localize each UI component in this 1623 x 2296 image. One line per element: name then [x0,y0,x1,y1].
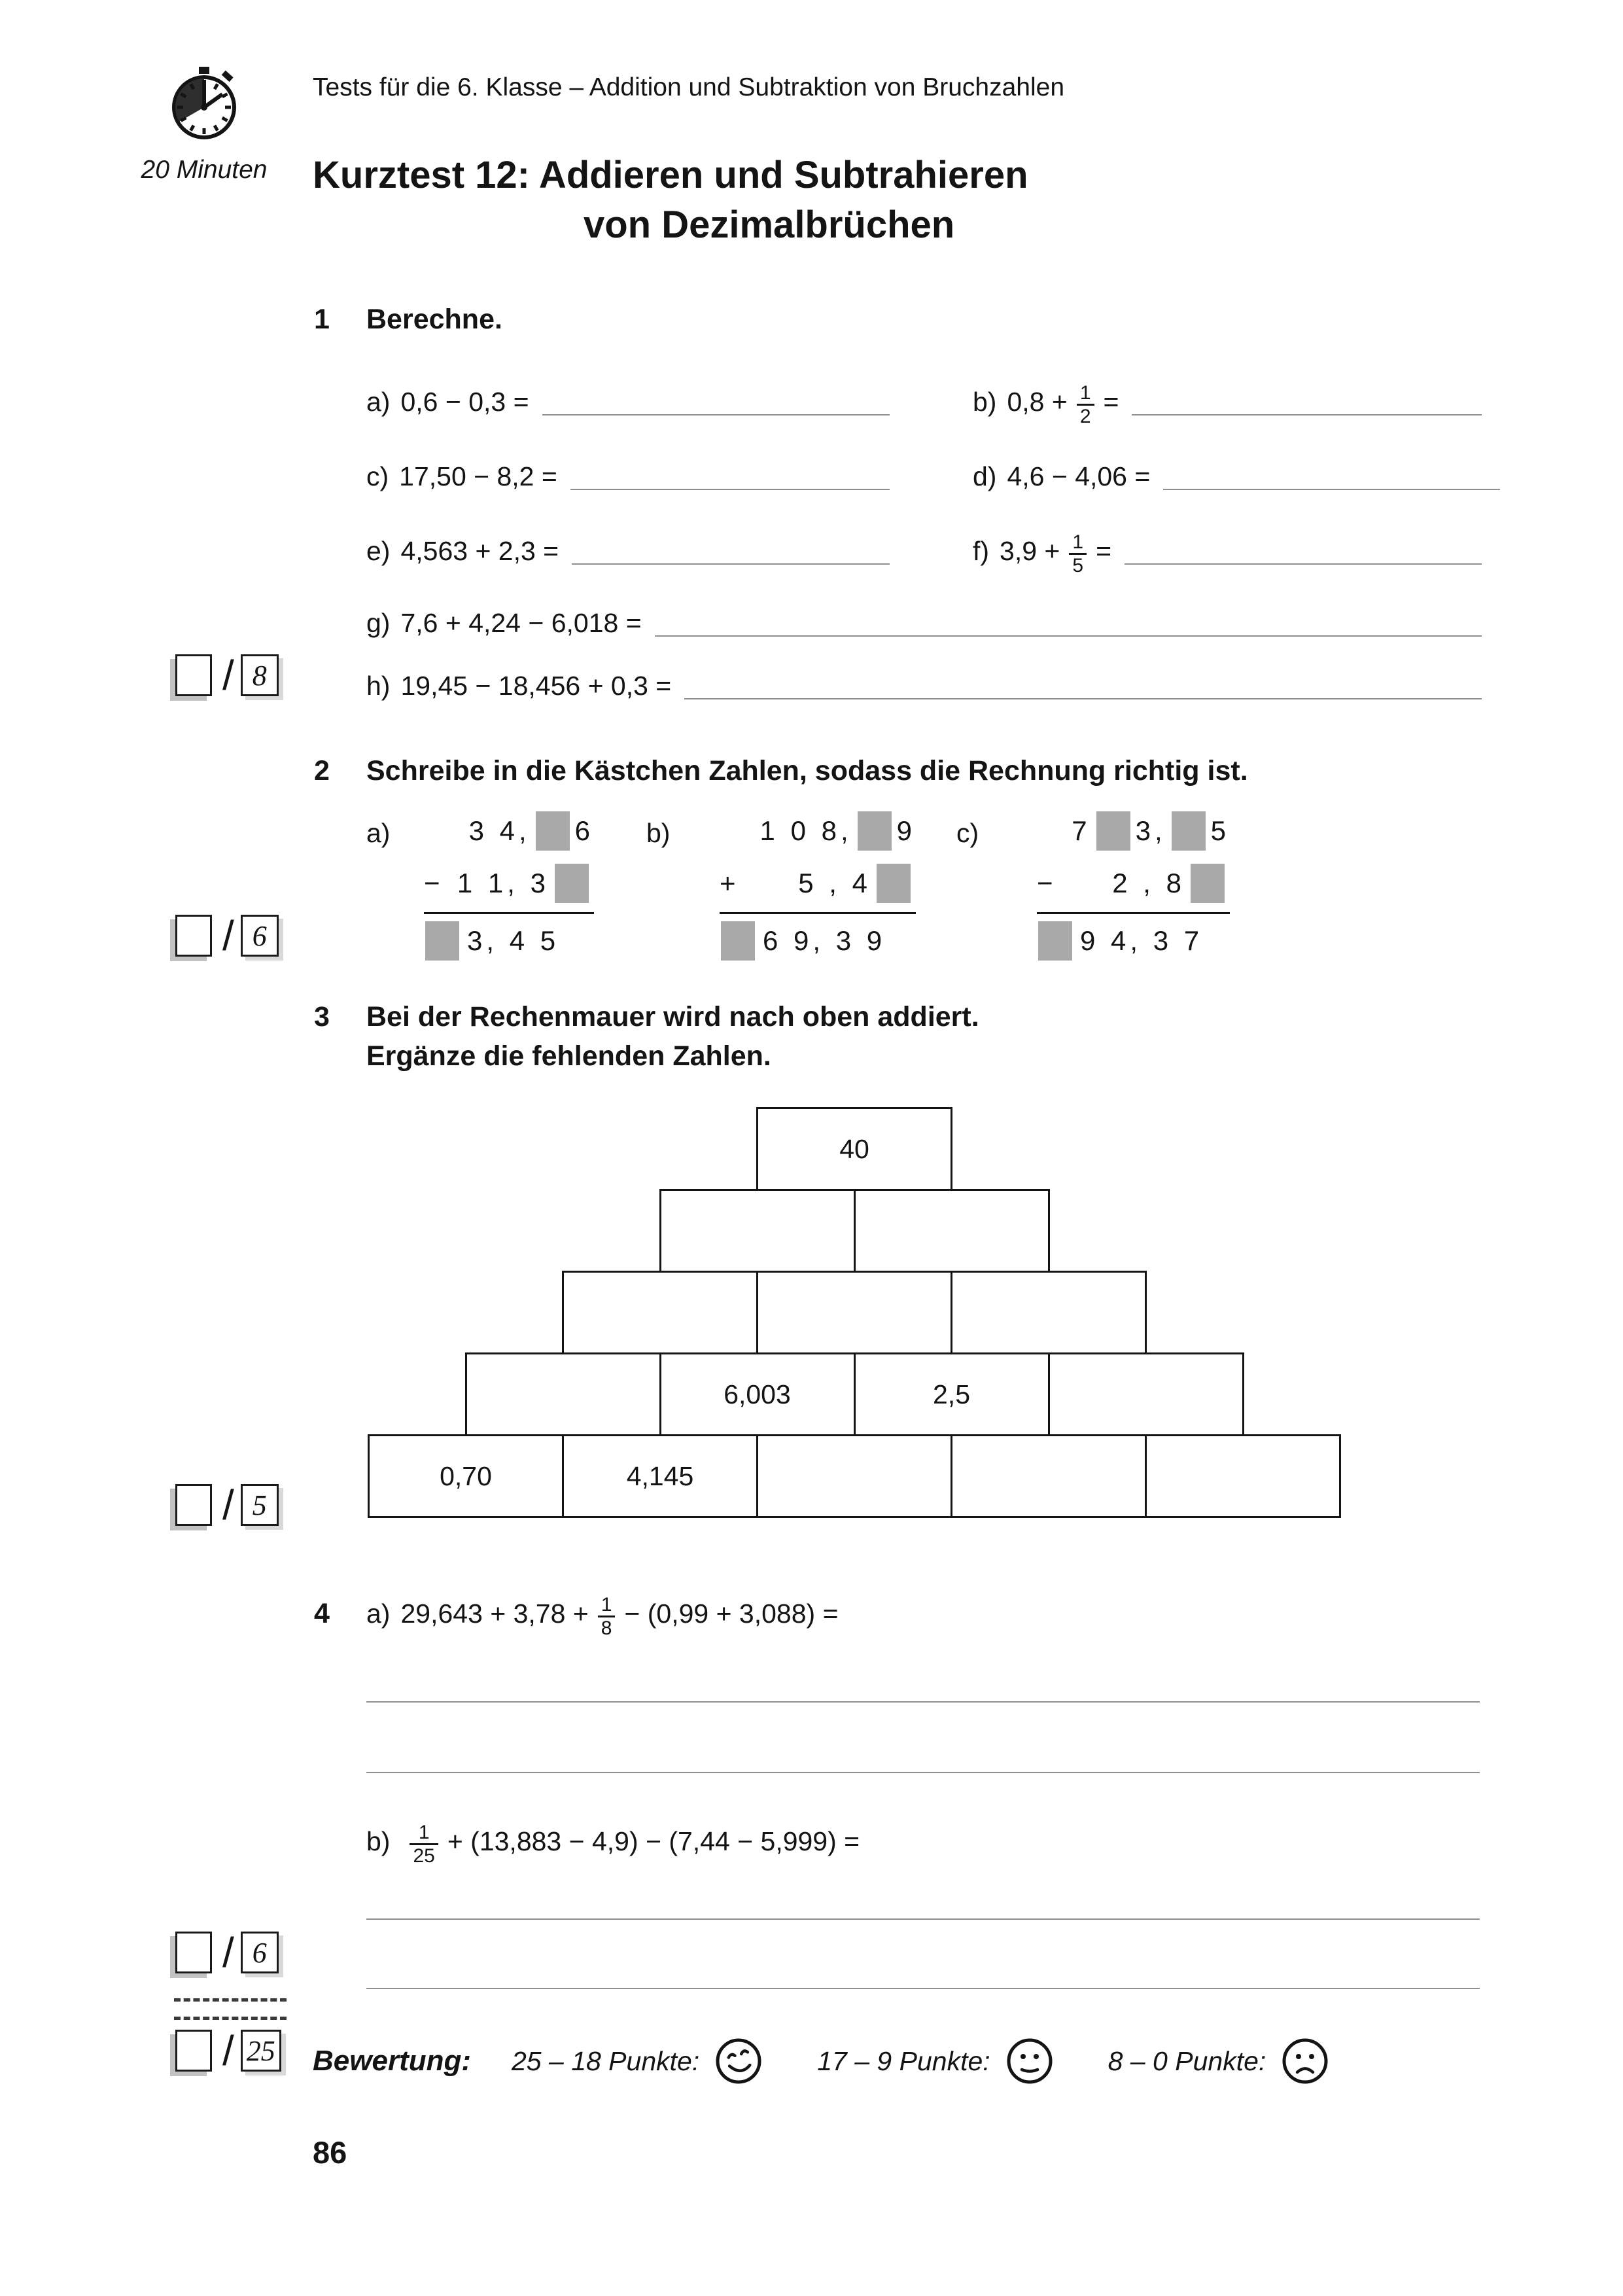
pyramid-cell[interactable] [465,1352,661,1436]
pyramid-cell[interactable] [1145,1434,1341,1518]
pyramid-cell: 4,145 [562,1434,758,1518]
task2-problem-b [720,805,916,967]
answer-line[interactable] [1163,489,1500,490]
fraction-denominator: 2 [1077,404,1094,427]
answer-line[interactable] [542,414,890,415]
sum-dashed-line [174,1998,287,2002]
item-label: b) [973,387,997,417]
score-input-box[interactable] [175,2030,212,2072]
fraction-denominator: 5 [1069,553,1087,576]
pyramid-cell[interactable] [756,1434,952,1518]
task4-item-a [314,1576,1492,1639]
answer-line[interactable] [684,698,1482,699]
answer-box[interactable] [536,811,570,851]
pyramid-row-1 [364,1107,1345,1191]
item-label: a) [366,1598,391,1629]
digits: 2 , 8 [1112,868,1185,898]
score-input-box[interactable] [175,1484,212,1526]
pyramid-cell: 0,70 [368,1434,564,1518]
answer-line[interactable] [572,563,890,565]
task4-number: 4 [314,1598,330,1629]
operator: − [424,868,440,898]
score-max: 8 [241,654,279,696]
task2-problem-c [1037,805,1230,967]
rating-range-3 [1108,2036,1331,2086]
fraction-numerator: 1 [418,1822,430,1843]
score-input-box[interactable] [175,654,212,696]
task1-item-g [366,599,1482,640]
score-max: 5 [241,1484,279,1526]
task2-a-result [424,912,594,967]
item-label: f) [973,536,990,566]
pyramid-cell: 6,003 [659,1352,856,1436]
task2-a-row2 [424,857,594,910]
answer-box[interactable] [858,811,892,851]
task2-c-label: c) [956,818,979,848]
task2-number: 2 [314,755,330,786]
pyramid-cell: 40 [756,1107,952,1191]
answer-line[interactable] [366,1988,1480,1989]
pyramid-row-2 [364,1189,1345,1273]
answer-box[interactable] [1172,811,1206,851]
sum-dashed-line [174,2017,287,2020]
item-label: a) [366,387,391,417]
page-number: 86 [313,2135,347,2170]
expression: 0,8 + [1007,387,1068,417]
task1-number: 1 [314,304,330,335]
answer-line[interactable] [1125,563,1482,565]
operator: − [1037,868,1053,898]
digits: 5 [1210,815,1230,846]
pyramid-cell[interactable] [756,1271,952,1354]
rating-range-2 [817,2036,1054,2086]
operator: + [720,868,736,898]
page-title [313,150,1028,250]
task3-score-widget [175,1481,279,1528]
page-title-line1: Kurztest 12: Addieren und Subtrahieren [313,154,1028,196]
task2-instruction: Schreibe in die Kästchen Zahlen, sodass die Rechnung richtig ist. [366,755,1248,786]
answer-box[interactable] [721,921,755,961]
timer-clock-icon [164,64,245,149]
answer-line[interactable] [570,489,890,490]
pyramid-cell: 2,5 [854,1352,1050,1436]
score-slash: / [222,1481,234,1528]
answer-box[interactable] [1191,864,1225,903]
rating-range-1 [512,2036,763,2086]
task2-heading [314,751,1248,790]
answer-line[interactable] [1132,414,1482,415]
page-title-line2: von Dezimalbrüchen [584,203,955,246]
digits: 9 [896,815,916,846]
task2-b-label: b) [646,818,671,848]
pyramid-row-4 [364,1352,1345,1436]
task2-a-label: a) [366,818,391,848]
score-input-box[interactable] [175,1932,212,1973]
fraction [598,1594,616,1639]
answer-box[interactable] [877,864,911,903]
equals-sign: = [1103,387,1119,417]
item-label: e) [366,536,391,566]
task2-problem-a [424,805,594,967]
score-slash: / [222,1929,234,1976]
pyramid-cell[interactable] [951,1271,1147,1354]
score-max: 6 [241,1932,279,1973]
digits: 1 1, 3 [457,868,550,898]
digits: 5 , 4 [798,868,871,898]
score-slash: / [222,2027,234,2074]
task2-b-row1 [720,805,916,857]
bewertung-label: Bewertung: [313,2045,471,2077]
task3-instruction-line2: Ergänze die fehlenden Zahlen. [366,1040,771,1072]
digits: 6 9, 3 9 [763,925,886,956]
answer-line[interactable] [366,1772,1480,1773]
fraction-denominator: 25 [410,1843,438,1867]
task2-b-result [720,912,916,967]
rechenmauer-pyramid [364,1107,1345,1518]
expression: 0,6 − 0,3 = [400,387,529,417]
expression: 4,563 + 2,3 = [400,536,559,566]
score-slash: / [222,652,234,699]
rating-range-2-text: 17 – 9 Punkte: [817,2045,990,2076]
expression: 17,50 − 8,2 = [399,461,557,491]
task1-instruction: Berechne. [366,304,502,335]
task4-score-widget [175,1929,279,1976]
task1-item-c [366,453,890,493]
sad-face-icon [1280,2036,1330,2086]
rating-range-1-text: 25 – 18 Punkte: [512,2045,700,2076]
task2-c-row2 [1037,857,1230,910]
task2-score-widget [175,912,279,959]
task1-score-widget [175,652,279,699]
answer-line[interactable] [655,635,1482,637]
digits: 7 [1072,815,1091,846]
pyramid-cell[interactable] [951,1434,1147,1518]
pyramid-cell[interactable] [1048,1352,1244,1436]
pyramid-cell[interactable] [562,1271,758,1354]
task1-item-e [366,527,890,568]
expression: 4,6 − 4,06 = [1007,461,1151,491]
pyramid-row-3 [364,1271,1345,1354]
expression: 29,643 + 3,78 + [400,1598,589,1629]
digits: 3, [1135,815,1166,846]
digits: 9 4, 3 7 [1080,925,1204,956]
expression: 3,9 + [1000,536,1060,566]
neutral-face-icon [1005,2036,1055,2086]
pyramid-cell[interactable] [854,1189,1050,1273]
bewertung-row [313,2036,1330,2086]
digits: 3, 4 5 [467,925,560,956]
fraction-numerator: 1 [601,1594,612,1616]
answer-line[interactable] [366,1701,1480,1703]
pyramid-cell[interactable] [659,1189,856,1273]
task1-item-a [366,378,890,419]
expression: − (0,99 + 3,088) = [624,1598,839,1629]
item-label: h) [366,671,391,701]
score-input-box[interactable] [175,915,212,957]
fraction [1077,382,1094,427]
time-label: 20 Minuten [141,156,268,184]
fraction-numerator: 1 [1079,382,1091,404]
score-max: 6 [241,915,279,957]
rating-range-3-text: 8 – 0 Punkte: [1108,2045,1266,2076]
answer-box[interactable] [1038,921,1072,961]
item-label: b) [366,1826,391,1856]
task3-heading [314,997,979,1076]
answer-box[interactable] [555,864,589,903]
score-slash: / [222,912,234,959]
pyramid-row-5 [364,1434,1345,1518]
task3-number: 3 [314,1001,330,1033]
task2-c-row1 [1037,805,1230,857]
total-score-widget [175,2027,281,2074]
expression: 7,6 + 4,24 − 6,018 = [400,608,642,638]
fraction [1069,531,1087,576]
score-max: 25 [241,2030,281,2072]
fraction-numerator: 1 [1072,531,1084,553]
digits: 1 0 8, [759,815,852,846]
task4-item-b [366,1803,1492,1867]
task1-item-f [973,513,1482,576]
task3-instruction-line1: Bei der Rechenmauer wird nach oben addiert. [366,1001,979,1033]
running-header: Tests für die 6. Klasse – Addition und Subtraktion von Bruchzahlen [313,73,1065,101]
item-label: g) [366,608,391,638]
digits: 6 [574,815,594,846]
fraction-denominator: 8 [598,1616,616,1639]
digits: 3 4, [468,815,531,846]
item-label: c) [366,461,389,491]
answer-box[interactable] [425,921,459,961]
expression: 19,45 − 18,456 + 0,3 = [400,671,672,701]
task1-heading [314,300,502,339]
task2-a-row1 [424,805,594,857]
answer-line[interactable] [366,1918,1480,1920]
task1-item-h [366,662,1482,703]
equals-sign: = [1096,536,1112,566]
expression: + (13,883 − 4,9) − (7,44 − 5,999) = [447,1826,860,1856]
task2-c-result [1037,912,1230,967]
task2-b-row2 [720,857,916,910]
item-label: d) [973,461,997,491]
happy-face-icon [714,2036,763,2086]
task1-item-d [973,453,1500,493]
answer-box[interactable] [1096,811,1130,851]
fraction [410,1822,438,1867]
task1-item-b [973,364,1482,427]
